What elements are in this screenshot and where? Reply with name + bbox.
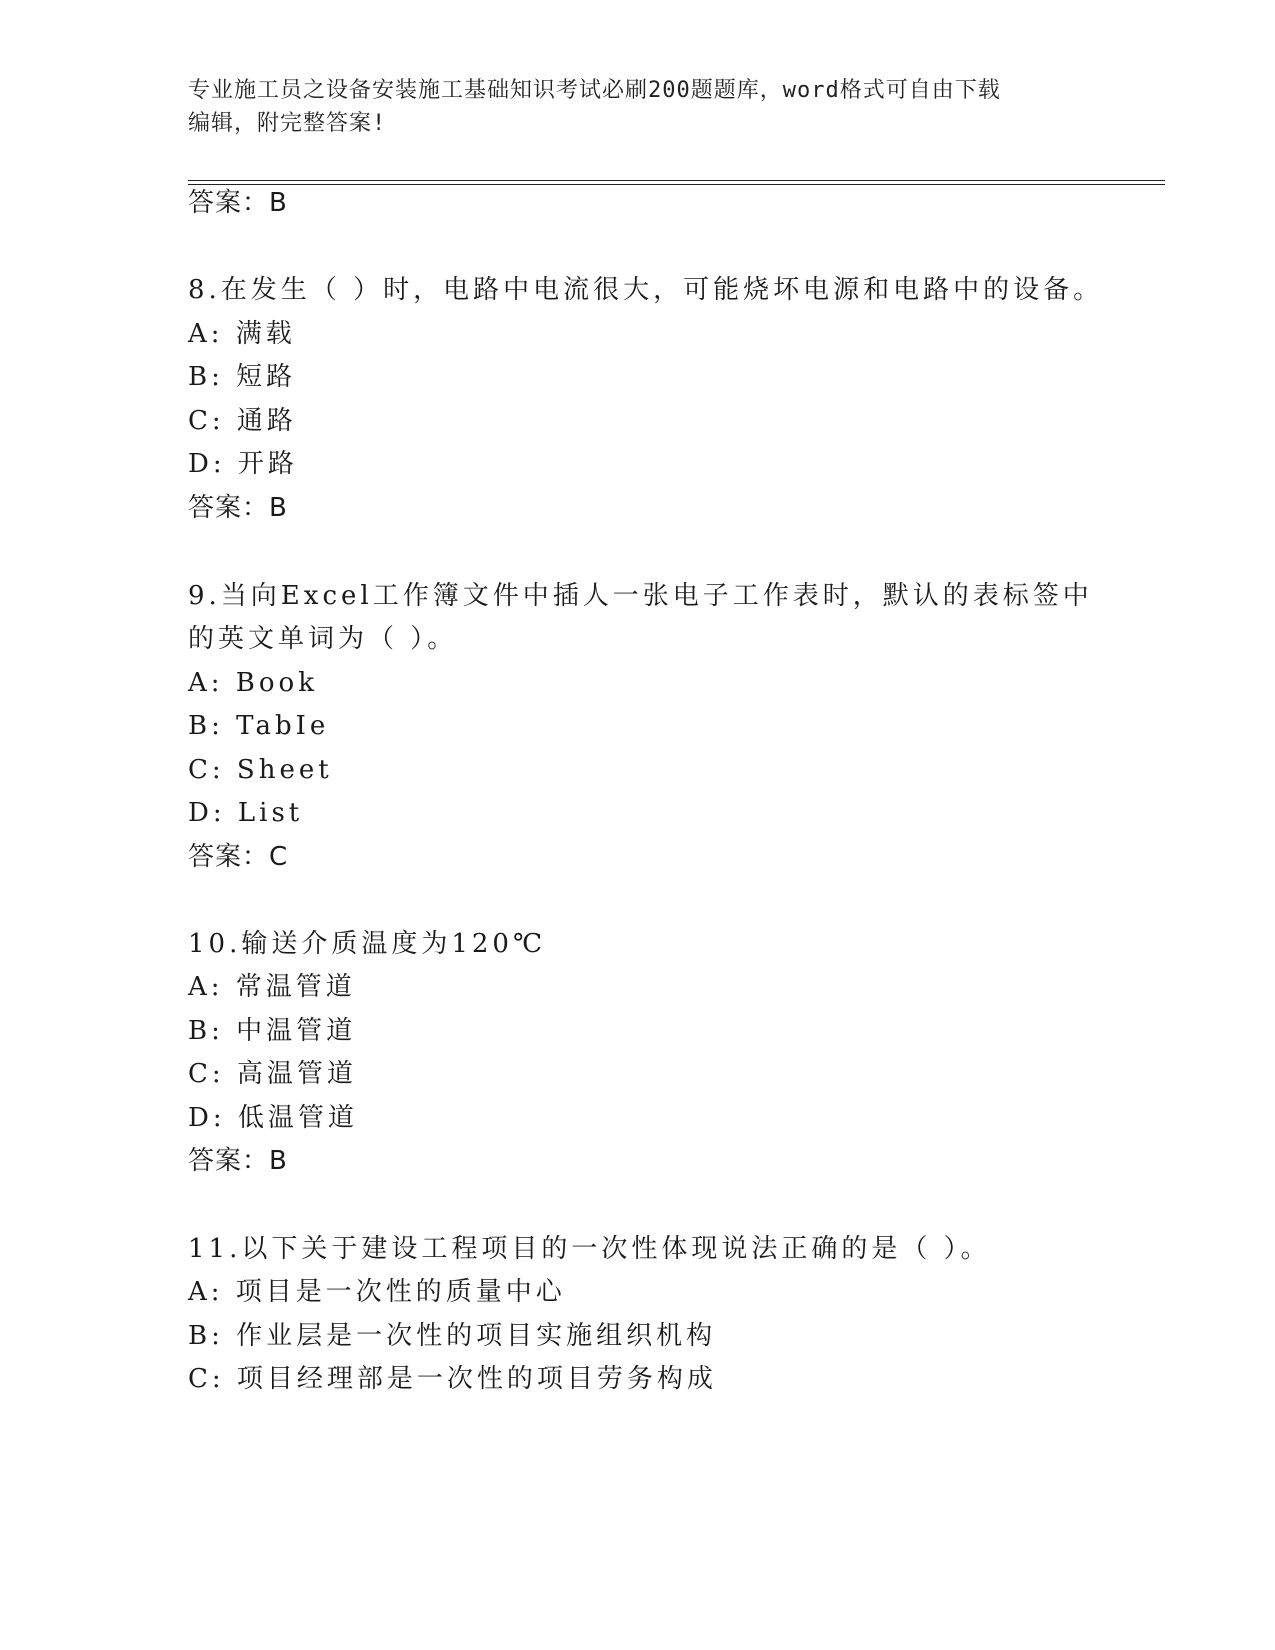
question-10: 10.输送介质温度为120℃ [188,929,547,959]
option-10c: C: 高温管道 [188,1059,357,1089]
option-10d: D: 低温管道 [188,1103,358,1133]
header-title-line-1: 专业施工员之设备安装施工基础知识考试必刷200题题库，word格式可自由下载 [188,78,1001,103]
question-8: 8.在发生（ ）时，电路中电流很大，可能烧坏电源和电路中的设备。 [188,275,1104,305]
option-9d: D: List [188,798,304,828]
option-10a: A: 常温管道 [188,972,356,1002]
option-10b: B: 中温管道 [188,1016,357,1046]
question-9-line-1: 9.当向Excel工作簿文件中插人一张电子工作表时，默认的表标签中 [188,581,1093,611]
answer-8: 答案：B [188,493,288,523]
option-8d: D: 开路 [188,449,298,479]
header-rule-top [188,180,1165,181]
answer-7: 答案：B [188,188,288,218]
option-9b: B: TabIe [188,711,330,741]
option-8a: A: 满载 [188,319,296,349]
option-11c: C: 项目经理部是一次性的项目劳务构成 [188,1364,717,1394]
header-rule-bottom [188,184,1165,185]
option-9c: C: Sheet [188,755,333,785]
question-11: 11.以下关于建设工程项目的一次性体现说法正确的是（ ）。 [188,1234,991,1264]
option-9a: A: Book [188,668,318,698]
answer-10: 答案：B [188,1146,288,1176]
option-8b: B: 短路 [188,362,297,392]
option-8c: C: 通路 [188,406,297,436]
option-11a: A: 项目是一次性的质量中心 [188,1277,566,1307]
question-9-line-2: 的英文单词为（ ）。 [188,624,458,654]
answer-9: 答案：C [188,842,289,872]
document-header [188,74,1088,140]
header-title-line-2: 编辑，附完整答案! [188,111,387,136]
option-11b: B: 作业层是一次性的项目实施组织机构 [188,1321,717,1351]
